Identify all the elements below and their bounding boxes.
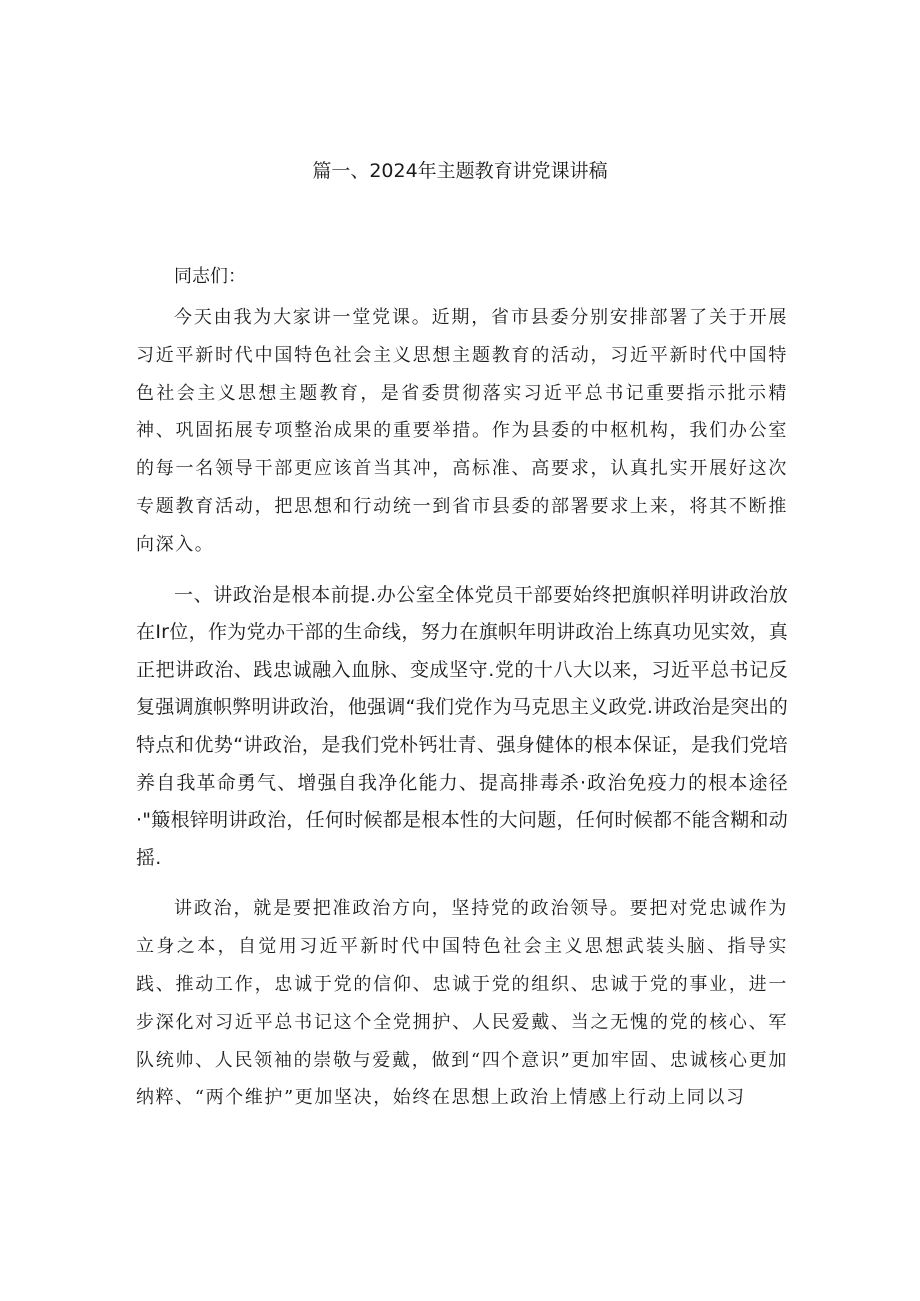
salutation: 同志们： [174, 266, 246, 287]
document-title: 篇一、2024年主题教育讲党课讲稿 [312, 160, 608, 182]
paragraph-section-one: 一、讲政治是根本前提.办公室全体党员干部要始终把旗帜祥明讲政治放在Ir位，作为党办干部的生命线，努力在旗帜年明讲政治上练真功见实效，真正把讲政治、践忠诚融入血脉、变成坚守.党的十八大以来，习近平总书记反复强调旗帜弊明讲政治，他强调“我们党作为马克思主义政党.讲政治是突出的特点和优势“讲政治，是我们党朴钙壮青、强身健体的根本保证，是我们党培养自我革命勇气、增强自我净化能力、提高排毒杀·政治免疫力的根本途径·"簸根锌明讲政治，任何时候都是根本性的大问题，任何时候都不能含糊和动摇. [136, 583, 788, 869]
paragraph-politics: 讲政治，就是要把准政治方向，坚持党的政治领导。要把对党忠诚作为立身之本，自觉用习近平新时代中国特色社会主义思想武装头脑、指导实践、推动工作，忠诚于党的信仰、忠诚于党的组织、忠诚于党的事业，进一步深化对习近平总书记这个全党拥护、人民爱戴、当之无愧的党的核心、军队统帅、人民领袖的崇敬与爱戴，做到“四个意识”更加牢固、忠诚核心更加纳粹、“两个维护”更加坚决，始终在思想上政治上情感上行动上同以习 [136, 898, 788, 1109]
document-body [136, 257, 788, 1117]
paragraph-intro: 今天由我为大家讲一堂党课。近期，省市县委分别安排部署了关于开展习近平新时代中国特色社会主义思想主题教育的活动，习近平新时代中国特色社会主义思想主题教育，是省委贯彻落实习近平总书记重要指示批示精神、巩固拓展专项整治成果的重要举措。作为县委的中枢机构，我们办公室的每一名领导干部更应该首当其冲，高标准、高要求，认真扎实开展好这次专题教育活动，把思想和行动统一到省市县委的部署要求上来，将其不断推向深入。 [136, 307, 788, 555]
